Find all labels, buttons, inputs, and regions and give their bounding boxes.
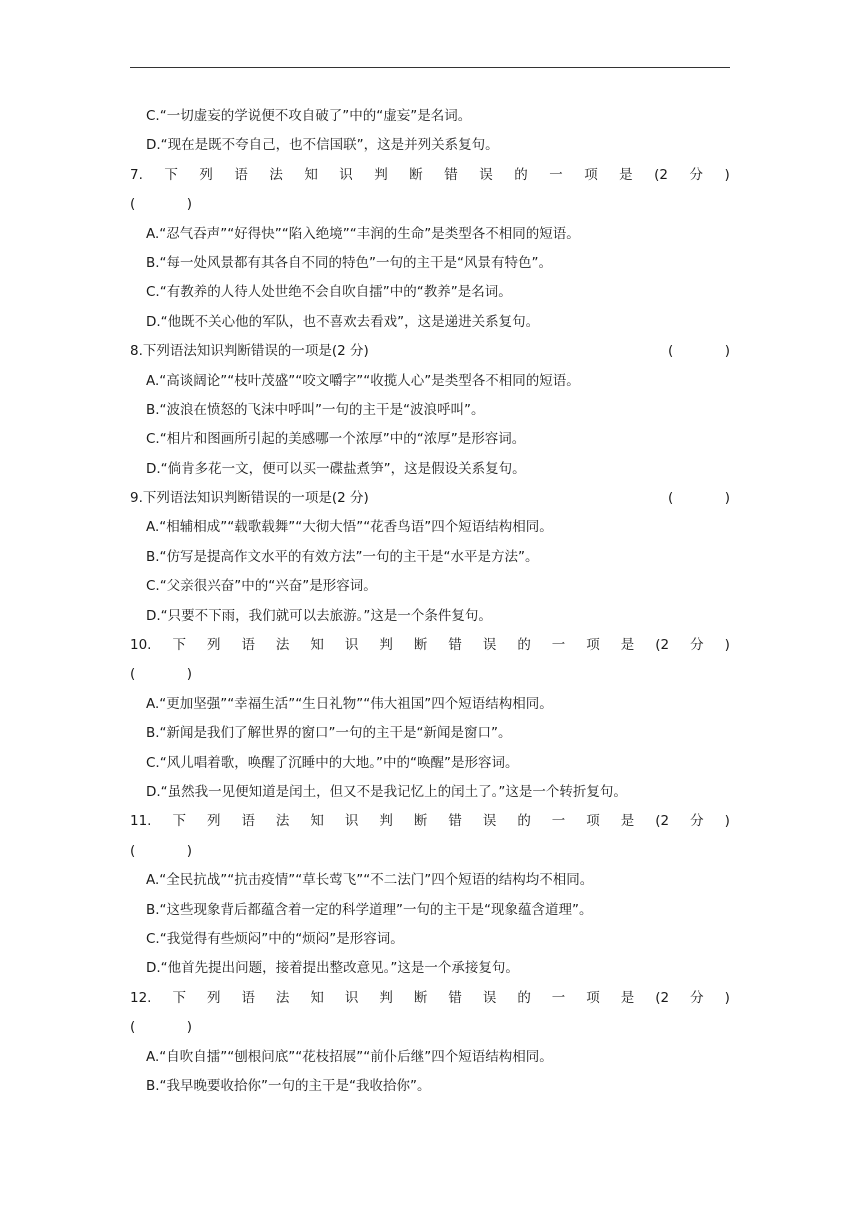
stem-token: ) bbox=[724, 813, 730, 830]
stem-token: 识 bbox=[344, 637, 359, 654]
option-a: A.“更加坚强”“幸福生活”“生日礼物”“伟大祖国”四个短语结构相同。 bbox=[146, 695, 553, 712]
stem-token: 项 bbox=[586, 637, 600, 654]
question-q10 bbox=[130, 631, 730, 807]
option-d: D.“他首先提出问题，接着提出整改意见。”这是一个承接复句。 bbox=[146, 960, 519, 977]
stem-token: 错 bbox=[444, 166, 458, 183]
option-d: D.“他既不关心他的军队，也不喜欢去看戏”，这是递进关系复句。 bbox=[146, 313, 540, 330]
answer-blank: ( ) bbox=[130, 196, 193, 213]
question-q12 bbox=[130, 984, 730, 1102]
stem-token: 是 bbox=[620, 637, 635, 654]
stem-token: ) bbox=[724, 166, 730, 183]
option-c: C.“父亲很兴奋”中的“兴奋”是形容词。 bbox=[146, 578, 377, 595]
stem-token: 分 bbox=[690, 637, 704, 654]
stem-token: 判 bbox=[374, 166, 388, 183]
stem-token: 判 bbox=[379, 813, 393, 830]
question-q7 bbox=[130, 161, 730, 337]
stem-token: 知 bbox=[310, 989, 324, 1006]
stem-token: 的 bbox=[517, 813, 531, 830]
stem-token: 一 bbox=[551, 989, 566, 1006]
option-a: A.“高谈阔论”“枝叶茂盛”“咬文嚼字”“收揽人心”是类型各不相同的短语。 bbox=[146, 372, 580, 389]
option-d: D.“虽然我一见便知道是闰土，但又不是我记忆上的闰土了。”这是一个转折复句。 bbox=[146, 783, 627, 800]
stem-token: 断 bbox=[409, 166, 423, 183]
option-b: B.“这些现象背后都蕴含着一定的科学道理”一句的主干是“现象蕴含道理”。 bbox=[146, 901, 593, 918]
stem-token: (2 bbox=[654, 166, 669, 183]
stem-token: 11. bbox=[130, 813, 152, 830]
stem-token: 下 bbox=[172, 989, 186, 1006]
stem-token: 列 bbox=[206, 989, 221, 1006]
answer-blank: ( ) bbox=[667, 490, 730, 507]
stem-text: 9.下列语法知识判断错误的一项是(2 分) bbox=[130, 490, 369, 507]
option-b: B.“每一处风景都有其各自不同的特色”一句的主干是“风景有特色”。 bbox=[146, 254, 553, 271]
stem-token: 错 bbox=[448, 637, 462, 654]
stem-token: 语 bbox=[241, 989, 255, 1006]
stem-token: 语 bbox=[241, 813, 255, 830]
document-body bbox=[130, 102, 730, 1101]
stem-token: 判 bbox=[379, 989, 393, 1006]
question-stem bbox=[130, 337, 730, 366]
question-q8 bbox=[130, 337, 730, 484]
stem-token: 分 bbox=[689, 166, 703, 183]
stem-token: 法 bbox=[269, 166, 283, 183]
stem-token: 断 bbox=[413, 813, 428, 830]
stem-token: 是 bbox=[620, 989, 635, 1006]
stem-token: 断 bbox=[413, 637, 428, 654]
question-stem bbox=[130, 984, 730, 1013]
option-d: D.“倘肯多花一文，便可以买一碟盐煮笋”，这是假设关系复句。 bbox=[146, 460, 526, 477]
option-d: D.“只要不下雨，我们就可以去旅游。”这是一个条件复句。 bbox=[146, 607, 492, 624]
stem-token: 分 bbox=[690, 813, 704, 830]
question-list bbox=[130, 161, 730, 1102]
stem-token: 的 bbox=[517, 989, 531, 1006]
option-b: B.“仿写是提高作文水平的有效方法”一句的主干是“水平是方法”。 bbox=[146, 548, 539, 565]
question-stem bbox=[130, 807, 730, 836]
stem-token: 项 bbox=[586, 989, 600, 1006]
option-a: A.“相辅相成”“载歌载舞”“大彻大悟”“花香鸟语”四个短语结构相同。 bbox=[146, 519, 553, 536]
question-stem bbox=[130, 631, 730, 660]
stem-token: 下 bbox=[172, 637, 186, 654]
stem-token: 错 bbox=[448, 813, 462, 830]
stem-token: 项 bbox=[584, 166, 598, 183]
option-c: C.“我觉得有些烦闷”中的“烦闷”是形容词。 bbox=[146, 930, 404, 947]
option-c: C.“相片和图画所引起的美感哪一个浓厚”中的“浓厚”是形容词。 bbox=[146, 431, 526, 448]
stem-token: 法 bbox=[275, 637, 290, 654]
header-rule bbox=[130, 67, 730, 68]
option-a: A.“自吹自擂”“刨根问底”“花枝招展”“前仆后继”四个短语结构相同。 bbox=[146, 1048, 553, 1065]
stem-token: 10. bbox=[130, 637, 152, 654]
stem-token: 7. bbox=[130, 166, 143, 183]
stem-token: 识 bbox=[344, 989, 359, 1006]
option-c-carryover: C.“一切虚妄的学说便不攻自破了”中的“虚妄”是名词。 bbox=[146, 108, 472, 124]
option-a: A.“忍气吞声”“好得快”“陷入绝境”“丰润的生命”是类型各不相同的短语。 bbox=[146, 225, 580, 242]
question-q9 bbox=[130, 484, 730, 631]
stem-token: ) bbox=[724, 637, 730, 654]
stem-token: 的 bbox=[514, 166, 528, 183]
option-b: B.“新闻是我们了解世界的窗口”一句的主干是“新闻是窗口”。 bbox=[146, 725, 512, 742]
question-stem bbox=[130, 161, 730, 190]
answer-blank: ( ) bbox=[130, 842, 193, 859]
stem-token: 列 bbox=[199, 166, 213, 183]
stem-token: 12. bbox=[130, 989, 152, 1006]
stem-token: 误 bbox=[482, 813, 497, 830]
option-c: C.“风儿唱着歌，唤醒了沉睡中的大地。”中的“唤醒”是形容词。 bbox=[146, 754, 519, 771]
stem-token: 知 bbox=[304, 166, 318, 183]
stem-token: 是 bbox=[619, 166, 633, 183]
stem-token: (2 bbox=[655, 989, 670, 1006]
stem-token: 的 bbox=[517, 637, 531, 654]
answer-blank: ( ) bbox=[130, 666, 193, 683]
question-q11 bbox=[130, 807, 730, 983]
stem-token: 一 bbox=[551, 637, 566, 654]
stem-token: 一 bbox=[549, 166, 563, 183]
stem-token: 分 bbox=[690, 989, 704, 1006]
stem-token: (2 bbox=[655, 637, 670, 654]
stem-token: 是 bbox=[620, 813, 635, 830]
stem-token: 知 bbox=[310, 813, 324, 830]
stem-text: 8.下列语法知识判断错误的一项是(2 分) bbox=[130, 343, 369, 360]
stem-token: 误 bbox=[482, 989, 497, 1006]
stem-token: 判 bbox=[379, 637, 393, 654]
question-stem bbox=[130, 484, 730, 513]
stem-token: ) bbox=[724, 989, 730, 1006]
stem-token: 语 bbox=[241, 637, 255, 654]
stem-token: 识 bbox=[344, 813, 359, 830]
stem-token: 知 bbox=[310, 637, 324, 654]
stem-token: 法 bbox=[275, 813, 290, 830]
answer-blank: ( ) bbox=[130, 1019, 193, 1036]
option-a: A.“全民抗战”“抗击疫情”“草长莺飞”“不二法门”四个短语的结构均不相同。 bbox=[146, 872, 594, 889]
stem-token: (2 bbox=[655, 813, 670, 830]
option-b: B.“我早晚要收拾你”一句的主干是“我收拾你”。 bbox=[146, 1077, 431, 1094]
stem-token: 一 bbox=[551, 813, 566, 830]
option-b: B.“波浪在愤怒的飞沫中呼叫”一句的主干是“波浪呼叫”。 bbox=[146, 401, 485, 418]
answer-blank: ( ) bbox=[667, 343, 730, 360]
option-c: C.“有教养的人待人处世绝不会自吹自擂”中的“教养”是名词。 bbox=[146, 284, 512, 301]
stem-token: 列 bbox=[206, 637, 221, 654]
stem-token: 语 bbox=[234, 166, 248, 183]
stem-token: 误 bbox=[482, 637, 497, 654]
option-d-carryover: D.“现在是既不夸自己，也不信国联”，这是并列关系复句。 bbox=[146, 137, 499, 154]
stem-token: 列 bbox=[206, 813, 221, 830]
stem-token: 错 bbox=[448, 989, 462, 1006]
stem-token: 识 bbox=[339, 166, 353, 183]
stem-token: 断 bbox=[413, 989, 428, 1006]
stem-token: 误 bbox=[479, 166, 493, 183]
stem-token: 法 bbox=[275, 989, 290, 1006]
stem-token: 项 bbox=[586, 813, 600, 830]
stem-token: 下 bbox=[164, 166, 178, 183]
stem-token: 下 bbox=[172, 813, 186, 830]
